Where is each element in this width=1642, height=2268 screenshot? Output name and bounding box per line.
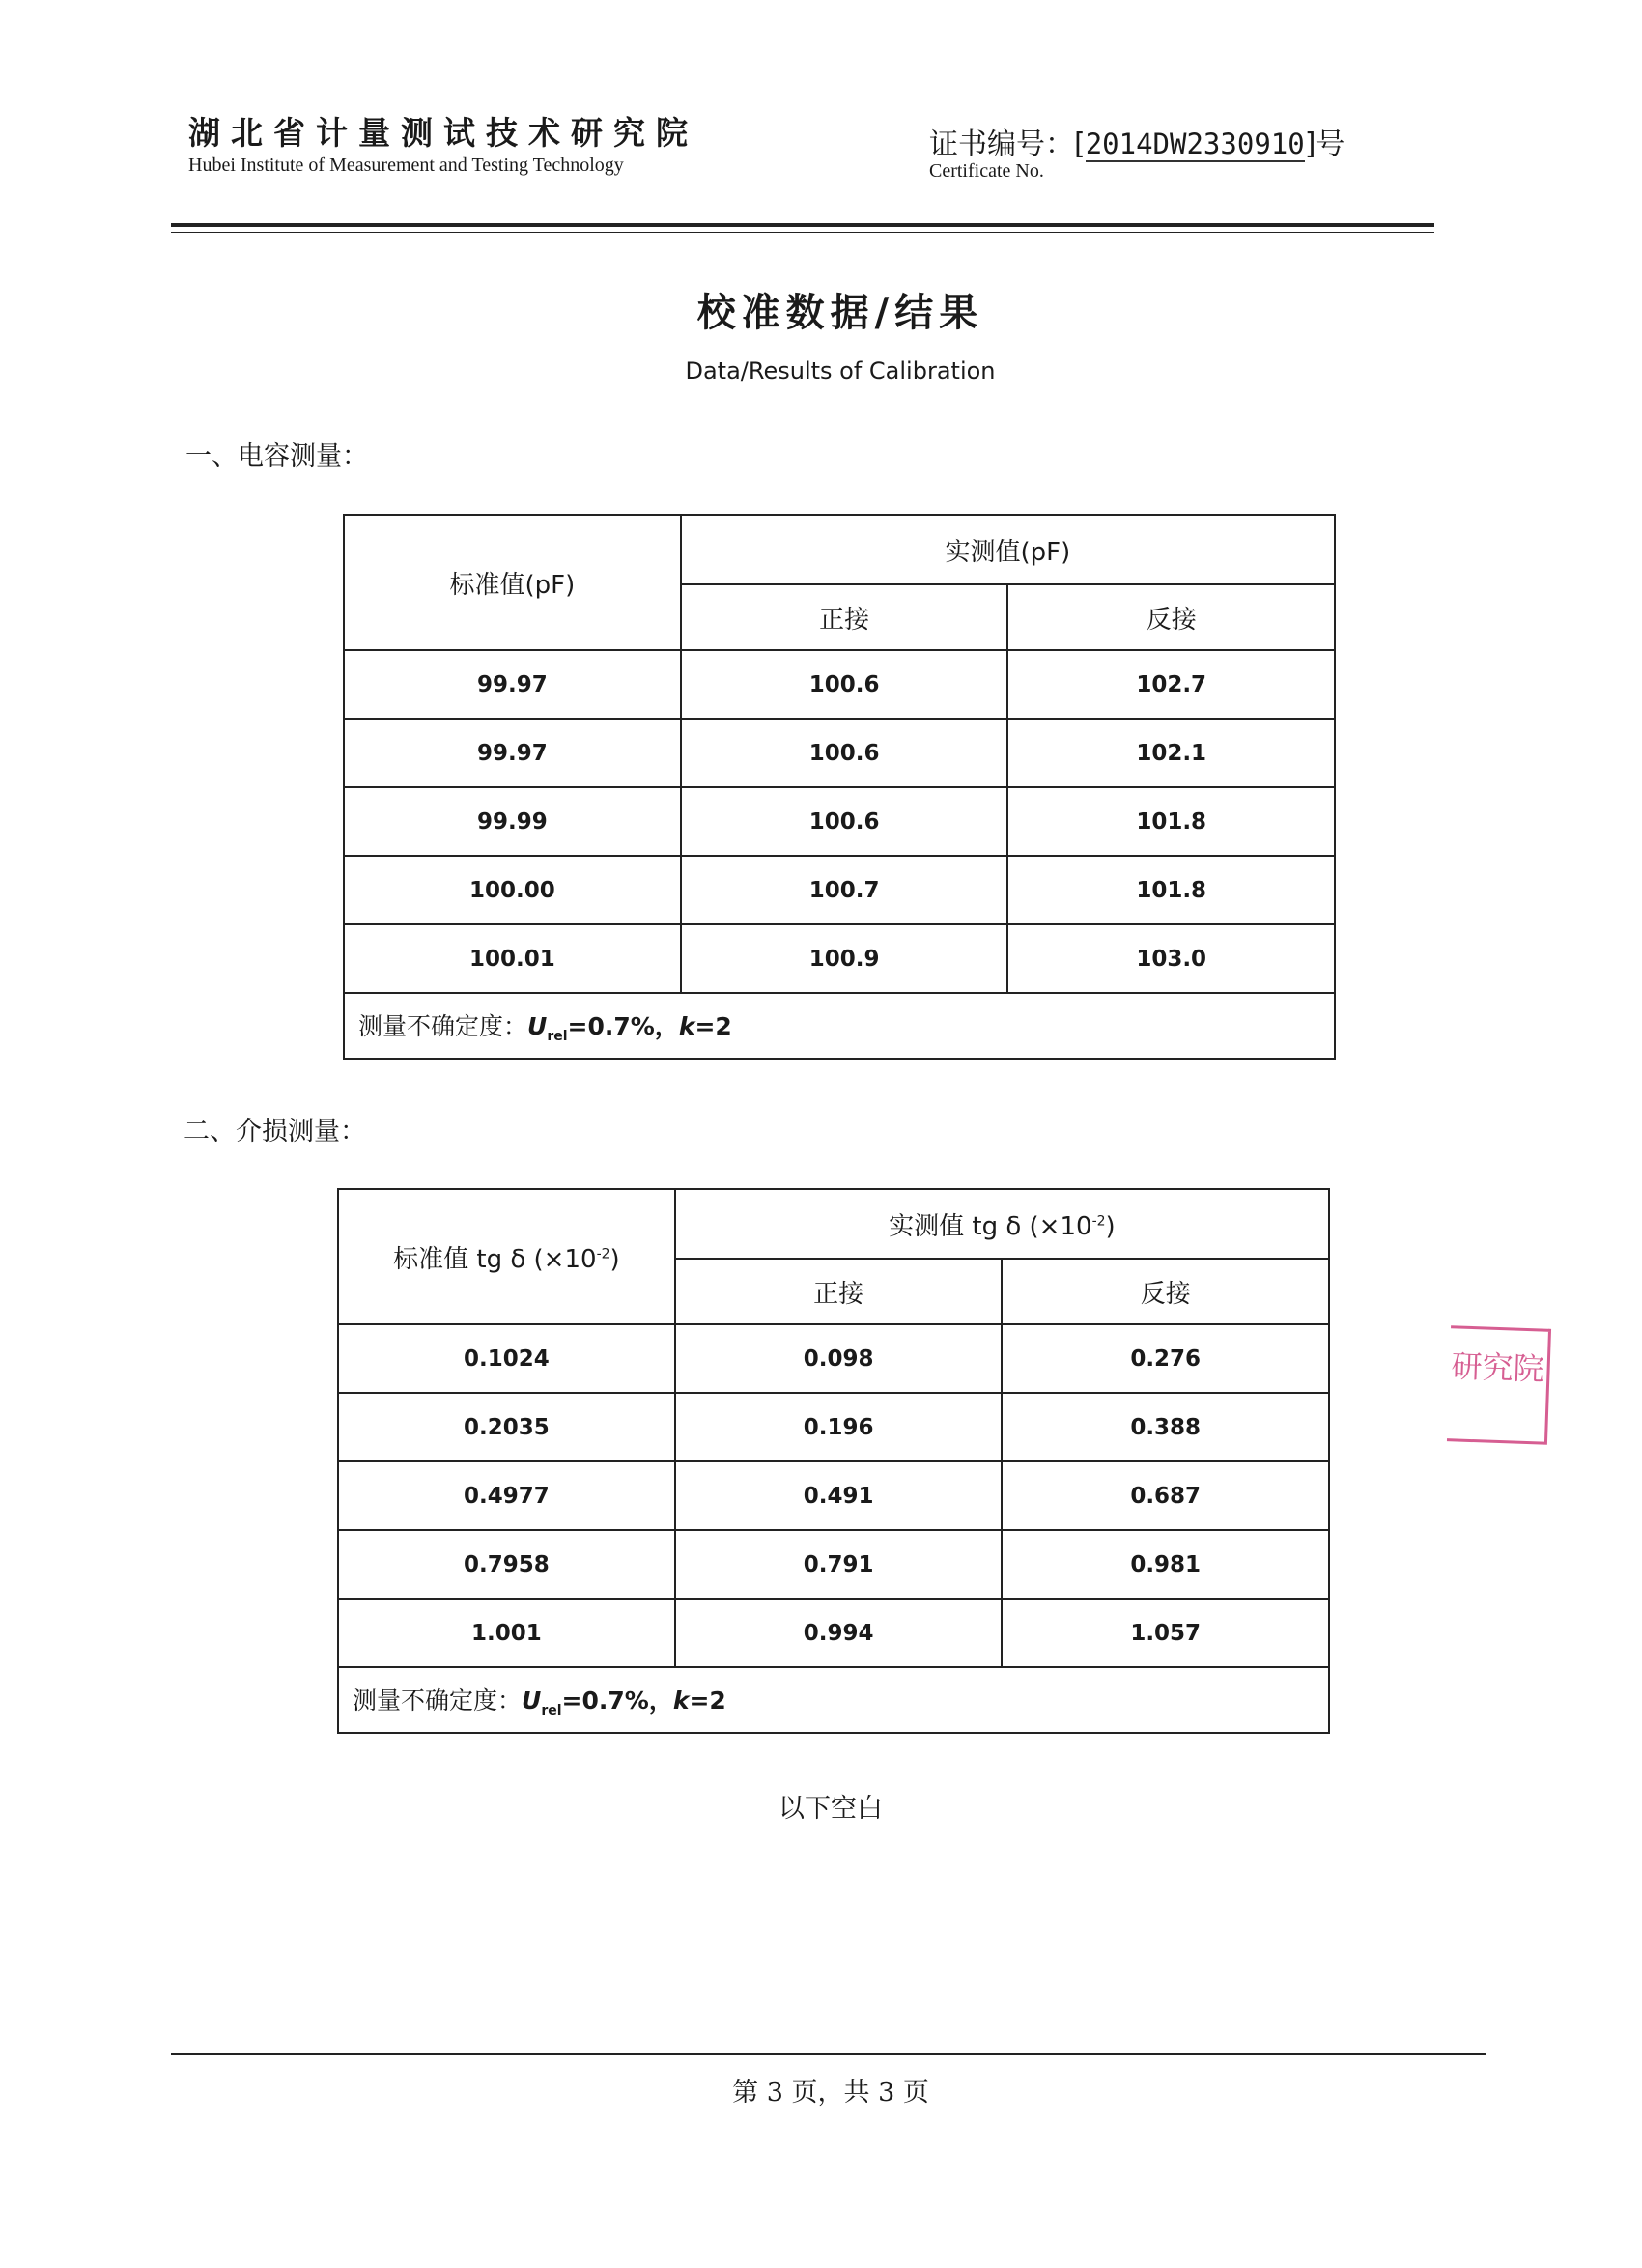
dielectric-loss-table [337, 1188, 1330, 1734]
page-number: 第 3 页，共 3 页 [732, 2078, 929, 2108]
table-row [338, 1530, 1329, 1599]
cell-forward: 0.196 [675, 1393, 1003, 1461]
header-rule-thin [171, 232, 1434, 233]
table-row [344, 856, 1335, 924]
cell-reverse: 1.057 [1002, 1599, 1329, 1667]
cell-forward: 100.7 [681, 856, 1008, 924]
col-standard-header: 标准值 tg δ $(\times 10^{-2})$ [338, 1189, 675, 1324]
table-row [338, 1324, 1329, 1393]
cell-reverse: 102.7 [1007, 650, 1335, 719]
uncertainty-label: 测量不确定度： [358, 1012, 528, 1040]
cell-reverse: 103.0 [1007, 924, 1335, 993]
col-forward-header: 正接 [675, 1259, 1003, 1324]
cell-forward: 100.6 [681, 650, 1008, 719]
institute-name-en: Hubei Institute of Measurement and Testing Technology [188, 155, 624, 176]
cell-standard: 99.97 [344, 650, 681, 719]
section2-heading: 二、介损测量： [184, 1117, 366, 1147]
cell-reverse: 0.388 [1002, 1393, 1329, 1461]
cell-forward: 0.791 [675, 1530, 1003, 1599]
table-row [344, 924, 1335, 993]
uncertainty-subscript: rel [547, 1029, 568, 1044]
table-row [344, 719, 1335, 787]
cell-standard: 0.1024 [338, 1324, 675, 1393]
col-standard-header: 标准值(pF) [344, 515, 681, 650]
uncertainty-symbol: U [527, 1012, 548, 1040]
uncertainty-value: =0.7%， [561, 1687, 673, 1715]
uncertainty-subscript: rel [541, 1703, 562, 1718]
section1-heading: 一、电容测量： [185, 441, 368, 471]
col-reverse-header: 反接 [1002, 1259, 1329, 1324]
cell-reverse: 101.8 [1007, 787, 1335, 856]
table-row [338, 1393, 1329, 1461]
table-row [344, 650, 1335, 719]
table-row [344, 787, 1335, 856]
col-reverse-header: 反接 [1007, 584, 1335, 650]
cell-reverse: 102.1 [1007, 719, 1335, 787]
coverage-factor-value: =2 [694, 1012, 732, 1040]
certificate-number: 2014DW2330910 [1085, 128, 1305, 160]
cell-standard: 100.01 [344, 924, 681, 993]
cell-standard: 0.4977 [338, 1461, 675, 1530]
certificate-label-en: Certificate No. [929, 160, 1044, 182]
cell-standard: 99.99 [344, 787, 681, 856]
page-title-en: Data/Results of Calibration [685, 357, 996, 384]
blank-below-note: 以下空白 [779, 1794, 883, 1824]
cell-standard: 0.7958 [338, 1530, 675, 1599]
cell-forward: 100.6 [681, 787, 1008, 856]
cell-reverse: 0.981 [1002, 1530, 1329, 1599]
cell-standard: 0.2035 [338, 1393, 675, 1461]
cell-reverse: 0.276 [1002, 1324, 1329, 1393]
institute-stamp: 研究院 [1447, 1325, 1551, 1445]
certificate-number-row: 证书编号：[2014DW2330910]号 [929, 128, 1345, 161]
cell-forward: 0.098 [675, 1324, 1003, 1393]
table-row [338, 1461, 1329, 1530]
page-title-cn: 校准数据/结果 [696, 290, 984, 335]
institute-name-cn: 湖北省计量测试技术研究院 [188, 114, 698, 152]
uncertainty-row [344, 993, 1335, 1059]
uncertainty-row [338, 1667, 1329, 1733]
cell-forward: 100.9 [681, 924, 1008, 993]
cell-forward: 0.994 [675, 1599, 1003, 1667]
certificate-label: 证书编号： [929, 128, 1074, 161]
footer-rule [171, 2053, 1486, 2055]
coverage-factor-symbol: k [678, 1012, 695, 1040]
capacitance-table [343, 514, 1336, 1060]
uncertainty-value: =0.7%， [567, 1012, 679, 1040]
col-measured-header: 实测值(pF) [681, 515, 1335, 584]
table-row [338, 1599, 1329, 1667]
cell-forward: 0.491 [675, 1461, 1003, 1530]
cell-standard: 1.001 [338, 1599, 675, 1667]
cell-forward: 100.6 [681, 719, 1008, 787]
cell-reverse: 101.8 [1007, 856, 1335, 924]
certificate-suffix: 号 [1316, 128, 1345, 161]
col-forward-header: 正接 [681, 584, 1008, 650]
uncertainty-symbol: U [522, 1687, 542, 1715]
cell-standard: 100.00 [344, 856, 681, 924]
col-measured-header: 实测值 tg δ $(\times 10^{-2})$ [675, 1189, 1329, 1259]
cell-reverse: 0.687 [1002, 1461, 1329, 1530]
coverage-factor-value: =2 [689, 1687, 726, 1715]
uncertainty-label: 测量不确定度： [353, 1687, 523, 1715]
cell-standard: 99.97 [344, 719, 681, 787]
header-rule-thick [171, 223, 1434, 227]
coverage-factor-symbol: k [672, 1687, 690, 1715]
